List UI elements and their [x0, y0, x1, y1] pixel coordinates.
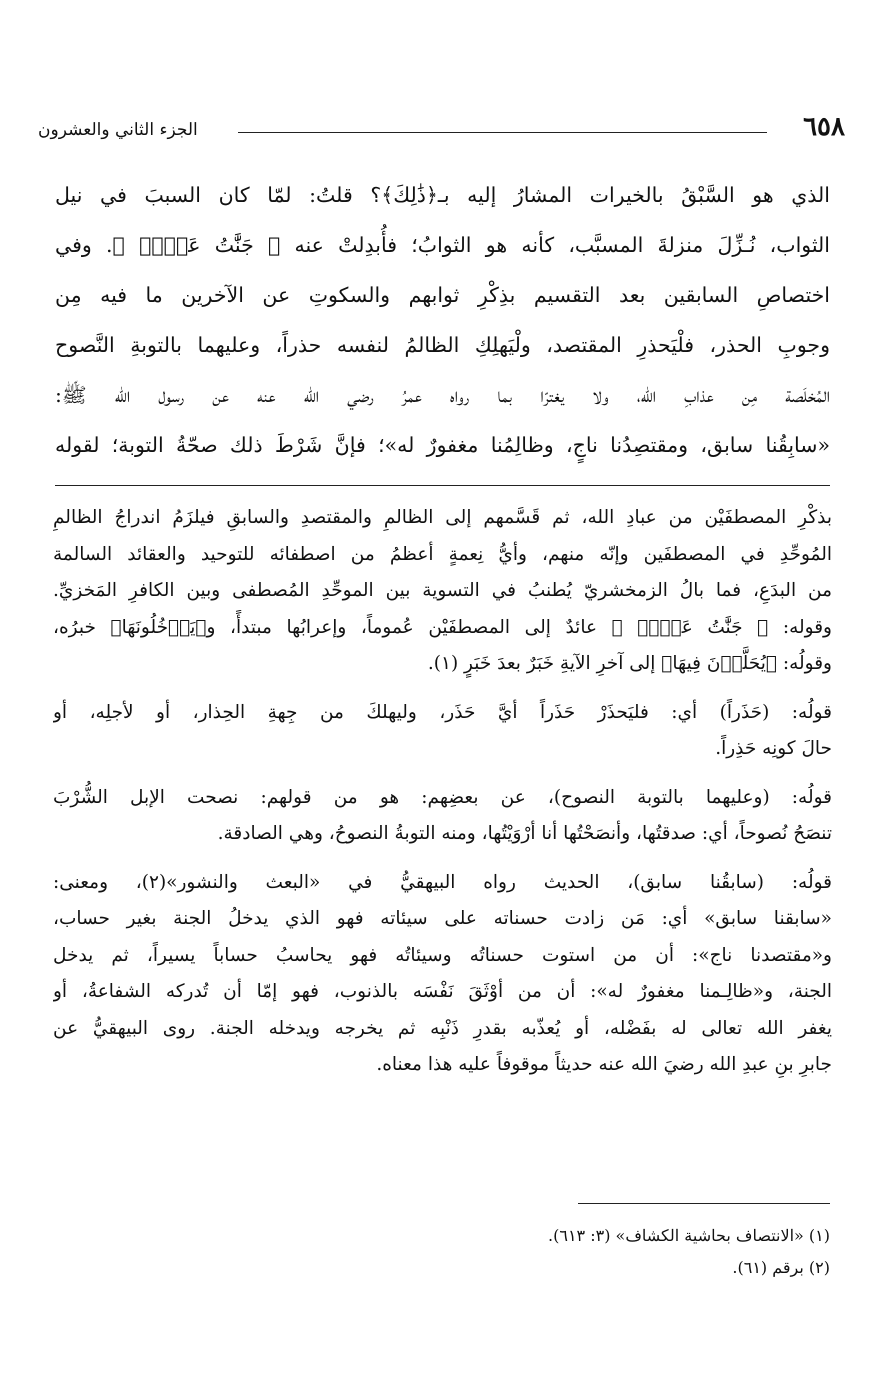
page-number: ٦٥٨: [803, 112, 845, 142]
commentary-paragraph: [53, 780, 832, 853]
main-text-line: الثواب، نُـزِّلَ منزلةَ المسبَّب، كأنه هو الثوابُ؛ فأُبدِلتْ عنه ﴿ جَنَّٰتُ عَدۡنٖ ﴾. وفي: [55, 233, 830, 257]
header-rule: [238, 132, 767, 133]
commentary-line: وقوله: ﴿ جَنَّٰتُ عَدۡنٖ ﴾ عائدٌ إلى المصطفَيْن عُموماً، وإعرابُها مبتدأً، و﴿يَدۡخُلُونَهَا﴾ خبرُه،: [53, 616, 832, 638]
commentary-line: «سابقنا سابق» أي: مَن زادت حسناته على سيئاته فهو الذي يدخلُ الجنة بغير حساب،: [53, 908, 832, 929]
commentary-line: المُوحِّدِ في المصطفَين وإنّه منهم، وأيُّ نِعمةٍ أعظمُ من اصطفائه للتوحيد والعقائد السالمة: [53, 543, 832, 565]
commentary-line: وقولُه: ﴿يُحَلَّوۡنَ فِيهَا﴾ إلى آخرِ الآيةِ خَبَرٌ بعدَ خَبَرٍ (١).: [427, 653, 832, 674]
main-text-line: وجوبِ الحذر، فلْيَحذرِ المقتصد، ولْيَهلِكِ الظالمُ لنفسه حذراً، وعليهما بالتوبةِ النَّصوح: [55, 333, 830, 357]
commentary-line: بذكْرِ المصطفَيْن من عبادِ الله، ثم قَسَّمهم إلى الظالمِ والمقتصدِ والسابقِ فيلزَمُ اندراجُ الظالمِ: [53, 507, 832, 528]
footnote-2: (٢) برقم (٦١).: [732, 1258, 830, 1277]
commentary-line: تنصَحُ نُصوحاً، أي: صدقتُها، وأنصَحْتُها أنا أرْوَيْتُها، ومنه التوبةُ النصوحُ، وهي الصادقة.: [217, 823, 832, 844]
commentary-line: قولُه: (حَذَراً) أي: فليَحذَرْ حَذَراً أيَّ حَذَر، وليهلكَ من جِهةِ الحِذار، أو لأجلِه، أو: [53, 701, 832, 723]
running-title: الجزء الثاني والعشرون: [38, 120, 198, 140]
commentary-line: قولُه: (وعليهما بالتوبة النصوح)، عن بعضِهم: هو من قولهم: نصحت الإبل الشُّرْبَ: [53, 786, 832, 808]
commentary-line: يغفر الله تعالى له بفَضْله، أو يُعذّبه بقدرِ ذَنْبِه ثم يخرجه ويدخله الجنة. روى البيهقيُّ عن: [53, 1017, 832, 1039]
commentary-line: جابرِ بنِ عبدِ الله رضيَ الله عنه حديثاً موقوفاً عليه هذا معناه.: [376, 1054, 832, 1075]
paragraph-gap: [53, 683, 832, 695]
page-header: [38, 112, 845, 146]
main-text-line: «سابِقُنا سابق، ومقتصِدُنا ناجٍ، وظالِمُنا مغفورٌ له»؛ فإنَّ شَرْطَ ذلك صحّةُ التوبة؛ لقوله: [55, 433, 830, 457]
main-text: [55, 170, 830, 470]
main-text-line: الذي هو السَّبْقُ بالخيرات المشارُ إليه بـ﴿ذَٰلِكَ﴾؟ قلتُ: لمّا كان السببَ في نيل: [55, 183, 830, 207]
paragraph-gap: [53, 853, 832, 865]
footnotes: [55, 1220, 830, 1284]
paragraph-gap: [53, 768, 832, 780]
commentary-line: من البدَعِ، فما بالُ الزمخشريّ يُطنبُ في التسوية بين الموحِّدِ المُصطفى وبين الكافرِ المَخزيِّ.: [53, 580, 832, 601]
main-text-line: المُخلَصة مِن عذابِ الله، ولا يغترّا بما رواه عمرُ رضي الله عنه عن رسول الله ﷺ:: [55, 383, 830, 407]
commentary-line: حالَ كونِه حَذِراً.: [715, 738, 832, 759]
text-commentary-separator: [55, 485, 830, 486]
commentary-line: قولُه: (سابقُنا سابق)، الحديث رواه البيهقيُّ في «البعث والنشور»(٢)، ومعنى:: [53, 871, 832, 893]
main-text-line: اختصاصِ السابقين بعد التقسيم بذِكْرِ ثوابهم والسكوتِ عن الآخرين ما فيه مِن: [55, 283, 830, 307]
commentary-line: و«مقتصدنا ناج»: أن من استوت حسناتُه وسيئاتُه فهو يحاسبُ حساباً يسيراً، ثم يدخل: [53, 944, 832, 966]
commentary-line: الجنة، و«ظالِـمنا مغفورٌ له»: أن من أوْثَقَ نَفْسَه بالذنوب، فهو إمّا أن تُدركه الشفاعةُ، أو: [53, 981, 832, 1002]
commentary: [53, 500, 832, 1084]
commentary-paragraph: [53, 500, 832, 683]
commentary-paragraph: [53, 865, 832, 1084]
footnote-separator: [578, 1203, 830, 1204]
footnote-1: (١) «الانتصاف بحاشية الكشاف» (٣: ٦١٣).: [548, 1226, 830, 1245]
commentary-paragraph: [53, 695, 832, 768]
